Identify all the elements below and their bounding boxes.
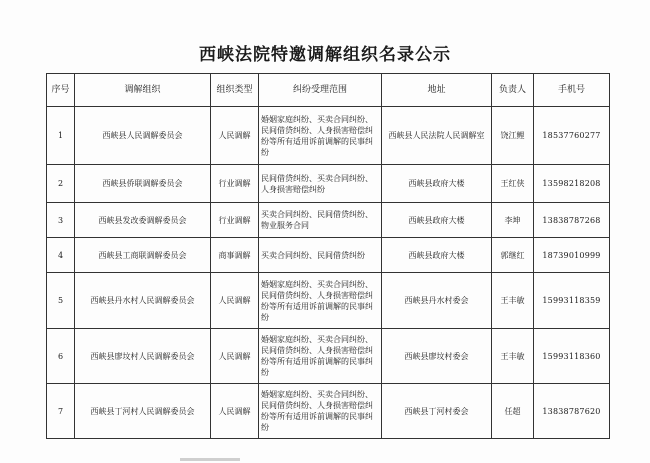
cell-leader: 王丰敏 (492, 329, 534, 384)
cell-no: 6 (47, 329, 75, 384)
cell-no: 1 (47, 107, 75, 165)
cell-org: 西峡县廖坟村人民调解委员会 (75, 329, 211, 384)
cell-org: 西峡县侨联调解委员会 (75, 165, 211, 203)
cell-type: 行业调解 (211, 203, 259, 238)
cell-scope: 买卖合同纠纷、民间借贷纠纷、物业服务合同 (259, 203, 382, 238)
cell-leader: 王丰敏 (492, 273, 534, 329)
cell-no: 4 (47, 238, 75, 273)
header-cell-scope: 纠纷受理范围 (259, 74, 382, 107)
cell-org: 西峡县丹水村人民调解委员会 (75, 273, 211, 329)
cell-phone: 13838787620 (534, 384, 610, 439)
cell-type: 人民调解 (211, 273, 259, 329)
cell-phone: 18739010999 (534, 238, 610, 273)
header-cell-type: 组织类型 (211, 74, 259, 107)
cell-phone: 15993118359 (534, 273, 610, 329)
cell-phone: 18537760277 (534, 107, 610, 165)
header-cell-no: 序号 (47, 74, 75, 107)
cell-leader: 李坤 (492, 203, 534, 238)
header-cell-org: 调解组织 (75, 74, 211, 107)
cell-scope: 婚姻家庭纠纷、买卖合同纠纷、民间借贷纠纷、人身损害赔偿纠纷等所有适用诉前调解的民事纠纷 (259, 107, 382, 165)
table-row (47, 273, 610, 329)
cell-org: 西峡县工商联调解委员会 (75, 238, 211, 273)
table-row (47, 329, 610, 384)
cell-scope: 婚姻家庭纠纷、买卖合同纠纷、民间借贷纠纷、人身损害赔偿纠纷等所有适用诉前调解的民事纠纷 (259, 329, 382, 384)
cell-phone: 15993118360 (534, 329, 610, 384)
cell-scope: 婚姻家庭纠纷、买卖合同纠纷、民间借贷纠纷、人身损害赔偿纠纷等所有适用诉前调解的民事纠纷 (259, 384, 382, 439)
mediation-roster-table (46, 73, 610, 439)
cell-type: 人民调解 (211, 384, 259, 439)
page-edge-mark (180, 458, 240, 461)
table-row (47, 384, 610, 439)
cell-address: 西峡县政府大楼 (382, 203, 492, 238)
cell-scope: 民间借贷纠纷、买卖合同纠纷、人身损害赔偿纠纷 (259, 165, 382, 203)
header-cell-phone: 手机号 (534, 74, 610, 107)
cell-leader: 饶江鲤 (492, 107, 534, 165)
cell-leader: 王红侠 (492, 165, 534, 203)
cell-type: 行业调解 (211, 165, 259, 203)
page-title: 西峡法院特邀调解组织名录公示 (199, 45, 451, 65)
header-cell-leader: 负责人 (492, 74, 534, 107)
cell-no: 3 (47, 203, 75, 238)
cell-type: 商事调解 (211, 238, 259, 273)
cell-type: 人民调解 (211, 107, 259, 165)
table-row (47, 165, 610, 203)
cell-type: 人民调解 (211, 329, 259, 384)
table-row (47, 203, 610, 238)
cell-leader: 任超 (492, 384, 534, 439)
cell-phone: 13598218208 (534, 165, 610, 203)
cell-phone: 13838787268 (534, 203, 610, 238)
header-cell-address: 地址 (382, 74, 492, 107)
cell-org: 西峡县发改委调解委员会 (75, 203, 211, 238)
cell-address: 西峡县廖坟村委会 (382, 329, 492, 384)
cell-org: 西峡县人民调解委员会 (75, 107, 211, 165)
cell-address: 西峡县人民法院人民调解室 (382, 107, 492, 165)
cell-no: 7 (47, 384, 75, 439)
cell-scope: 买卖合同纠纷、民间借贷纠纷 (259, 238, 382, 273)
cell-scope: 婚姻家庭纠纷、买卖合同纠纷、民间借贷纠纷、人身损害赔偿纠纷等所有适用诉前调解的民事纠纷 (259, 273, 382, 329)
cell-org: 西峡县丁河村人民调解委员会 (75, 384, 211, 439)
table-row (47, 238, 610, 273)
cell-address: 西峡县政府大楼 (382, 238, 492, 273)
table-row (47, 107, 610, 165)
cell-no: 5 (47, 273, 75, 329)
cell-address: 西峡县政府大楼 (382, 165, 492, 203)
cell-no: 2 (47, 165, 75, 203)
table-header-row (47, 74, 610, 107)
cell-address: 西峡县丁河村委会 (382, 384, 492, 439)
cell-address: 西峡县丹水村委会 (382, 273, 492, 329)
cell-leader: 郭继红 (492, 238, 534, 273)
